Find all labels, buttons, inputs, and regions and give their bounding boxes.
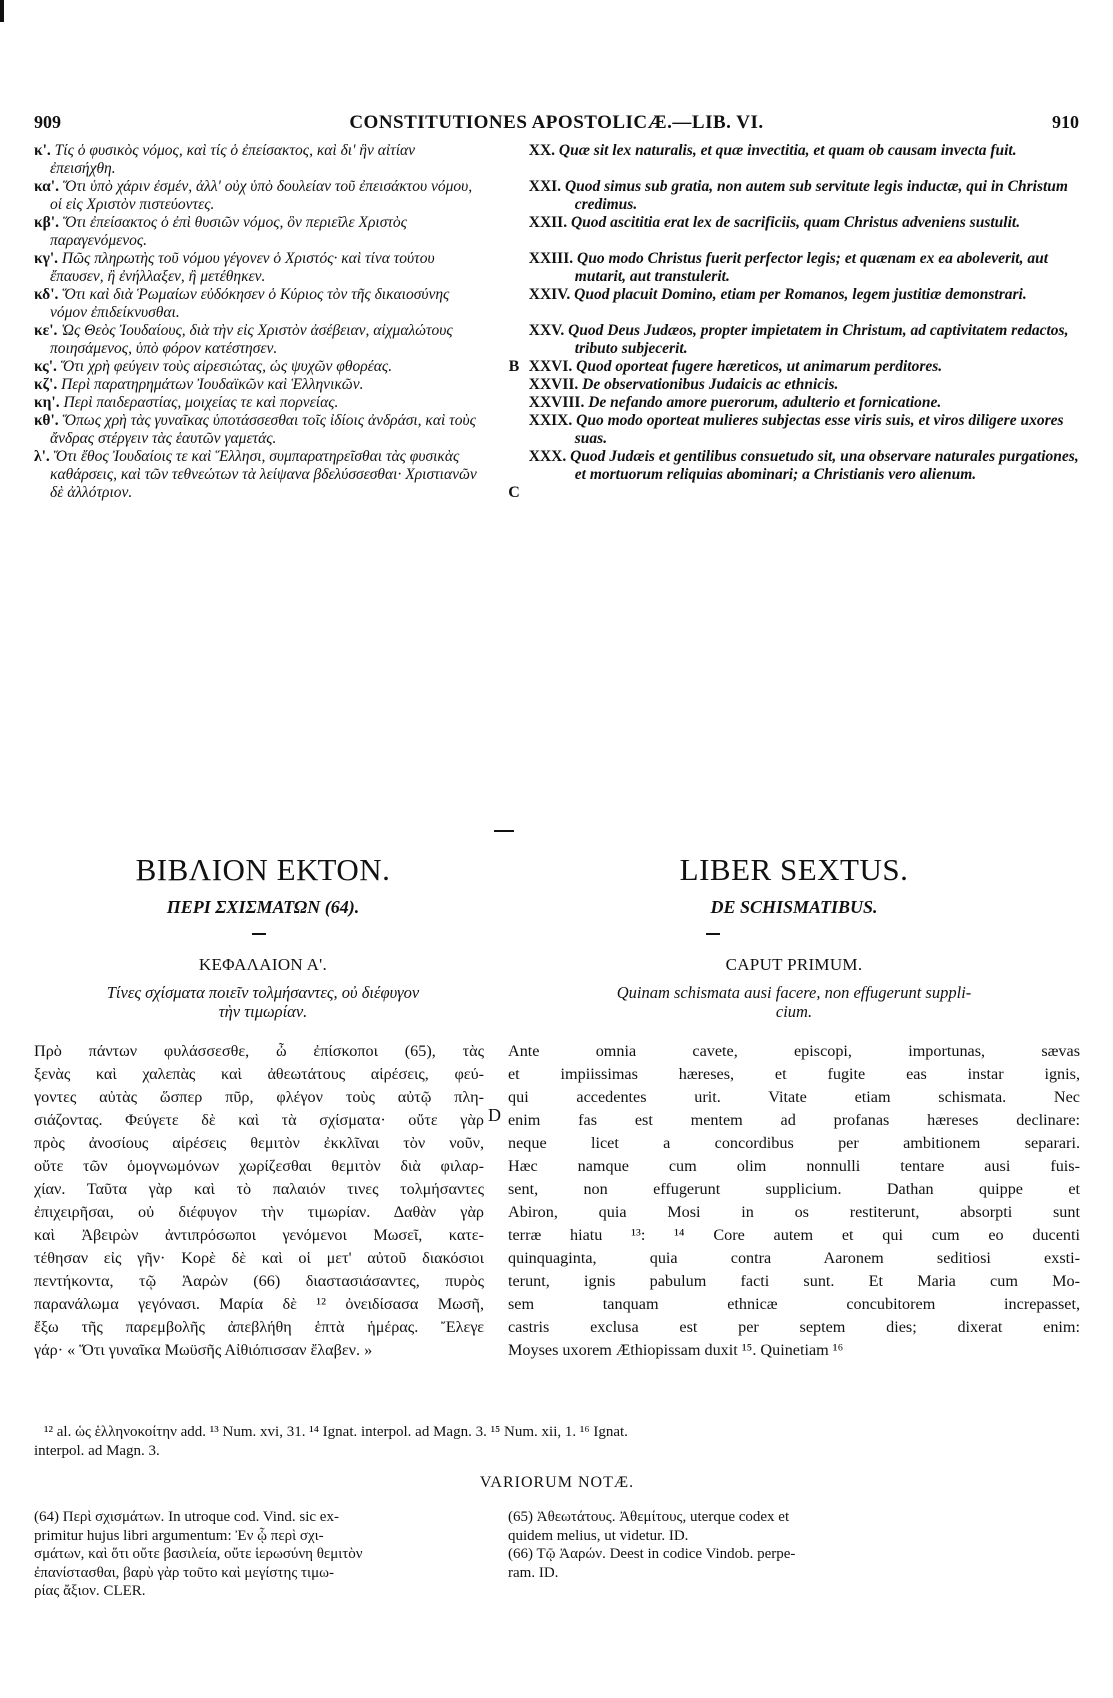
text-line: Ante omnia cavete, episcopi, importunas, sævas — [508, 1042, 1080, 1060]
toc-latin-text: De nefando amore puerorum, adulterio et fornicatione. — [588, 394, 942, 411]
divider-latin — [706, 933, 720, 935]
toc-greek-number: κζ'. — [34, 376, 58, 393]
toc-latin-text: Quod Deus Judæos, propter impietatem in Christum, ad captivitatem redactos, tributo subjecerit. — [568, 322, 1069, 357]
greek-chapter-heading-line: τὴν τιμωρίαν. — [218, 1002, 308, 1021]
toc-greek-text: Περὶ παρατηρημάτων Ἰουδαϊκῶν καὶ Ἑλληνικῶν. — [61, 376, 364, 393]
toc-latin — [529, 394, 1080, 412]
chapter-index — [34, 142, 1080, 502]
latin-chapter-heading-line: cium. — [775, 1002, 813, 1021]
text-line: enim fas est mentem ad profanas hæreses declinare: — [508, 1111, 1080, 1129]
text-line: neque licet a concordibus per ambitionem separari. — [508, 1134, 1080, 1152]
toc-latin-text: De observationibus Judaicis ac ethnicis. — [582, 376, 839, 393]
toc-latin-text: Quod placuit Domino, etiam per Romanos, legem justitiæ demonstrari. — [574, 286, 1027, 303]
toc-latin-number: XXVII. — [528, 376, 579, 393]
toc-latin-number: XXI. — [528, 178, 562, 195]
toc-entry — [34, 214, 1080, 250]
text-line: γοντες αὐτὰς ὥσπερ πῦρ, φλέγον τοὺς αὐτῷ πλη- — [34, 1088, 484, 1106]
toc-greek — [34, 286, 483, 322]
toc-greek-number: κς'. — [34, 358, 57, 375]
variorum-notes-right — [508, 1508, 1080, 1582]
toc-latin — [529, 214, 1080, 250]
divider-greek — [252, 933, 266, 935]
text-line: terunt, ignis pabulum facti sunt. Et Maria cum Mo- — [508, 1272, 1080, 1290]
toc-entry — [34, 250, 1080, 286]
toc-greek-number: κε'. — [34, 322, 58, 339]
left-column-number: 909 — [34, 112, 61, 132]
text-line: ἐπανίστασθαι, βαρὺ γὰρ τοῦτο καὶ μεγίστης τιμω- — [34, 1564, 334, 1581]
toc-latin — [529, 448, 1080, 502]
latin-chapter-title: CAPUT PRIMUM. — [725, 955, 863, 974]
text-line: οὔτε τῶν ὁμογνωμόνων χωρίζεσθαι θεμιτὸν διὰ φιλαρ- — [34, 1157, 484, 1175]
text-line: sem tanquam ethnicæ concubitorem increpasset, — [508, 1295, 1080, 1313]
toc-latin — [529, 358, 1080, 376]
greek-chapter-heading — [34, 983, 492, 1021]
toc-latin-number: XXX. — [528, 448, 567, 465]
toc-greek — [34, 214, 483, 250]
toc-greek-number: κ'. — [34, 142, 51, 159]
toc-entry — [34, 322, 1080, 358]
latin-book-title: LIBER SEXTUS. — [679, 852, 909, 887]
latin-body-text — [508, 1040, 1080, 1362]
divider-center — [494, 830, 514, 832]
toc-latin-number: XXIX. — [528, 412, 573, 429]
toc-greek-text: Ὅτι ὑπὸ χάριν ἐσμέν, ἀλλ' οὐχ ὑπὸ δουλείαν τοῦ ἐπεισάκτου νόμου, οἱ εἰς Χριστὸν πιστεύοντες. — [50, 178, 473, 213]
page-header — [34, 112, 1079, 138]
text-line: παρανάλωμα γεγόνασι. Μαρία δὲ ¹² ὀνειδίσασα Μωσῆ, — [34, 1295, 484, 1313]
toc-latin — [529, 376, 1080, 394]
text-line: τέθησαν εἰς γῆν· Κορὲ δὲ καὶ οἱ μετ' αὐτοῦ διακόσιοι — [34, 1249, 484, 1267]
toc-entry — [34, 394, 1080, 412]
text-line: quidem melius, ut videtur. ID. — [508, 1527, 689, 1544]
greek-book-title: ΒΙΒΛΙΟΝ ΕΚΤΟΝ. — [135, 852, 391, 887]
toc-greek-text: Ὡς Θεὸς Ἰουδαίους, διὰ τὴν εἰς Χριστὸν ἀσέβειαν, αἰχμαλώτους ποιησάμενος, ὑπὸ φόρον κατέστησεν. — [50, 322, 453, 357]
toc-latin — [529, 412, 1080, 448]
toc-entry — [34, 142, 1080, 178]
toc-greek — [34, 448, 483, 502]
text-line: ἐπιχειρῆσαι, οὐ διέφυγον τὴν τιμωρίαν. Δαθὰν γὰρ — [34, 1203, 484, 1221]
latin-chapter-heading-line: Quinam schismata ausi facere, non effugerunt suppli- — [616, 983, 972, 1002]
toc-latin-text: Quod oporteat fugere hæreticos, ut animarum perditores. — [576, 358, 943, 375]
toc-greek-text: Ὅπως χρὴ τὰς γυναῖκας ὑποτάσσεσθαι τοῖς ἰδίοις ἀνδράσι, καὶ τοὺς ἄνδρας στέργειν τὰς ἑαυτῶν γαμετάς. — [50, 412, 476, 447]
toc-greek-number: κθ'. — [34, 412, 59, 429]
toc-latin-text: Quo modo oporteat mulieres subjectas esse viris suis, et viros diligere uxores suas. — [574, 412, 1064, 447]
toc-greek — [34, 322, 483, 358]
toc-latin-number: XXII. — [528, 214, 568, 231]
footnote-line: interpol. ad Magn. 3. — [34, 1443, 160, 1459]
text-line: σμάτων, καὶ ὅτι οὔτε βασιλεία, οὔτε ἱερωσύνη θεμιτὸν — [34, 1546, 363, 1562]
toc-greek-number: κη'. — [34, 394, 60, 411]
text-line: sent, non effugerunt supplicium. Dathan quippe et — [508, 1180, 1080, 1198]
text-line: χίαν. Ταῦτα γὰρ καὶ τὸ παλαιόν τινες τολμήσαντες — [34, 1180, 484, 1198]
margin-letter: C — [508, 484, 520, 501]
margin-letter-d: D — [488, 1105, 501, 1125]
text-line: ἔξω τῆς παρεμβολῆς ἀπεβλήθη ἑπτὰ ἡμέρας. Ἔλεγε — [34, 1318, 484, 1336]
toc-latin-text: Quod simus sub gratia, non autem sub servitute legis inductæ, qui in Christum credimus. — [564, 178, 1068, 213]
text-line: (65) Ἀθεωτάτους. Ἀθεμίτους, uterque codex et — [508, 1509, 790, 1525]
text-line: ρίας ἄξιον. CLER. — [34, 1583, 146, 1599]
toc-latin — [529, 322, 1080, 358]
greek-chapter-title: ΚΕΦΑΛΑΙΟΝ Α'. — [198, 955, 328, 974]
toc-greek-number: κβ'. — [34, 214, 59, 231]
text-line: ram. ID. — [508, 1564, 559, 1581]
toc-entry — [34, 448, 1080, 502]
text-line: (64) Περὶ σχισμάτων. In utroque cod. Vind. sic ex- — [34, 1509, 339, 1525]
toc-entry — [34, 376, 1080, 394]
toc-latin-number: XXV. — [528, 322, 565, 339]
text-line: γάρ· « Ὅτι γυναῖκα Μωϋσῆς Αἰθιόπισσαν ἔλαβεν. » — [34, 1341, 373, 1359]
toc-greek — [34, 412, 483, 448]
toc-greek — [34, 358, 483, 376]
text-line: (66) Τῷ Ἀαρών. Deest in codice Vindob. perpe- — [508, 1546, 796, 1562]
toc-latin-number: XXVI. — [528, 358, 573, 375]
text-line: Hæc namque cum olim nonnulli tentare ausi fuis- — [508, 1157, 1080, 1175]
toc-latin-number: XXVIII. — [528, 394, 585, 411]
text-line: Moyses uxorem Æthiopissam duxit ¹⁵. Quinetiam ¹⁶ — [508, 1341, 844, 1359]
text-line: et impiissimas hæreses, et fugite eas instar ignis, — [508, 1065, 1080, 1083]
toc-entry — [34, 412, 1080, 448]
text-line: πρὸς ἀνοσίους αἱρέσεις θεμιτὸν ἐκκλῖναι τὸν νοῦν, — [34, 1134, 484, 1152]
toc-greek-number: κα'. — [34, 178, 59, 195]
toc-greek — [34, 394, 483, 412]
text-line: ξενὰς καὶ χαλεπὰς καὶ ἀθεωτάτους αἱρέσεις, φεύ- — [34, 1065, 484, 1083]
text-line: terræ hiatu ¹³: ¹⁴ Core autem et qui cum eo ducenti — [508, 1226, 1080, 1244]
edge-mark — [0, 0, 4, 22]
toc-greek-text: Ὅτι καὶ διὰ Ῥωμαίων εὐδόκησεν ὁ Κύριος τὸν τῆς δικαιοσύνης νόμον ἐπιδείκνυσθαι. — [50, 286, 450, 321]
toc-greek-text: Τίς ὁ φυσικὸς νόμος, καὶ τίς ὁ ἐπείσακτος, καὶ δι' ἣν αἰτίαν ἐπεισήχθη. — [50, 142, 416, 177]
toc-greek — [34, 142, 483, 178]
toc-latin-text: Quod ascititia erat lex de sacrificiis, quam Christus adveniens sustulit. — [570, 214, 1021, 231]
greek-chapter-heading-line: Τίνες σχίσματα ποιεῖν τολμήσαντες, οὐ διέφυγον — [106, 983, 420, 1002]
toc-entry — [34, 178, 1080, 214]
toc-latin-text: Quo modo Christus fuerit perfector legis; et quænam ex ea aboleverit, aut mutarit, aut transtulerit. — [574, 250, 1049, 285]
toc-latin-text: Quæ sit lex naturalis, et quæ invectitia, et quam ob causam invecta fuit. — [558, 142, 1017, 159]
footnote-line: ¹² al. ὡς ἑλληνοκοίτην add. ¹³ Num. xvi, 31. ¹⁴ Ignat. interpol. ad Magn. 3. ¹⁵ Num. xii, 1. ¹⁶ Ignat. — [44, 1424, 628, 1440]
toc-greek — [34, 250, 483, 286]
variorum-notes-left — [34, 1508, 494, 1601]
running-title: CONSTITUTIONES APOSTOLICÆ.—LIB. VI. — [349, 112, 764, 133]
toc-greek-text: Περὶ παιδεραστίας, μοιχείας τε καὶ πορνείας. — [63, 394, 339, 411]
text-line: σιάζοντας. Φεύγετε δὲ καὶ τὰ σχίσματα· οὔτε γὰρ — [34, 1111, 484, 1129]
toc-latin — [529, 250, 1080, 286]
text-line: castris exclusa est per septem dies; dixerat enim: — [508, 1318, 1080, 1336]
toc-latin-number: XXIV. — [528, 286, 571, 303]
right-column-number: 910 — [1052, 112, 1079, 132]
text-line: quinquaginta, quia contra Aaronem seditiosi exsti- — [508, 1249, 1080, 1267]
margin-letter: B — [508, 358, 520, 375]
toc-greek — [34, 376, 483, 394]
toc-greek-number: λ'. — [34, 448, 50, 465]
greek-body-text — [34, 1040, 484, 1362]
toc-greek-text: Πῶς πληρωτὴς τοῦ νόμου γέγονεν ὁ Χριστός· καὶ τίνα τούτου ἔπαυσεν, ἢ ἐνήλλαξεν, ἢ μετέθηκεν. — [50, 250, 435, 285]
text-line: καὶ Ἀβειρὼν ἀντιπρόσωποι γενόμενοι Μωσεῖ, κατε- — [34, 1226, 484, 1244]
latin-book-subtitle: DE SCHISMATIBUS. — [710, 897, 878, 917]
text-line: Πρὸ πάντων φυλάσσεσθε, ὦ ἐπίσκοποι (65), τὰς — [34, 1042, 484, 1060]
footnotes — [34, 1423, 1080, 1461]
toc-greek-text: Ὅτι ἐπείσακτος ὁ ἐπὶ θυσιῶν νόμος, ὃν περιεῖλε Χριστὸς παραγενόμενος. — [50, 214, 407, 249]
text-line: primitur hujus libri argumentum: Ἐν ᾧ περὶ σχι- — [34, 1527, 324, 1544]
latin-chapter-heading — [508, 983, 1080, 1021]
toc-entry — [34, 286, 1080, 322]
toc-latin-number: XXIII. — [528, 250, 574, 267]
text-line: πεντήκοντα, τῷ Ἀαρὼν (66) διαστασιάσαντες, πυρὸς — [34, 1272, 484, 1290]
variorum-notes-title: VARIORUM NOTÆ. — [479, 1474, 635, 1491]
text-line: Abiron, quia Mosi in os restiterunt, absorpti sunt — [508, 1203, 1080, 1221]
toc-entry — [34, 358, 1080, 376]
text-line: qui accedentes urit. Vitate etiam schismata. Nec — [508, 1088, 1080, 1106]
greek-book-subtitle: ΠΕΡΙ ΣΧΙΣΜΑΤΩΝ (64). — [166, 897, 360, 917]
toc-greek-text: Ὅτι ἔθος Ἰουδαίοις τε καὶ Ἕλλησι, συμπαρατηρεῖσθαι τὰς φυσικὰς καθάρσεις, καὶ τῶν τεθνεώτων τὰ λείψανα βδελύσσεσθαι· Χριστιανῶν δὲ ἀλλότριον. — [50, 448, 477, 501]
toc-latin — [529, 286, 1080, 322]
toc-greek — [34, 178, 483, 214]
toc-latin-number: XX. — [528, 142, 556, 159]
toc-greek-number: κδ'. — [34, 286, 59, 303]
toc-latin-text: Quod Judæis et gentilibus consuetudo sit, una observare naturales purgationes, et mortuorum reliquias abominari; a Christianis vero alienum. — [570, 448, 1079, 483]
toc-greek-text: Ὅτι χρὴ φεύγειν τοὺς αἱρεσιώτας, ὡς ψυχῶν φθορέας. — [60, 358, 393, 375]
toc-latin — [529, 142, 1080, 178]
toc-greek-number: κγ'. — [34, 250, 59, 267]
toc-latin — [529, 178, 1080, 214]
